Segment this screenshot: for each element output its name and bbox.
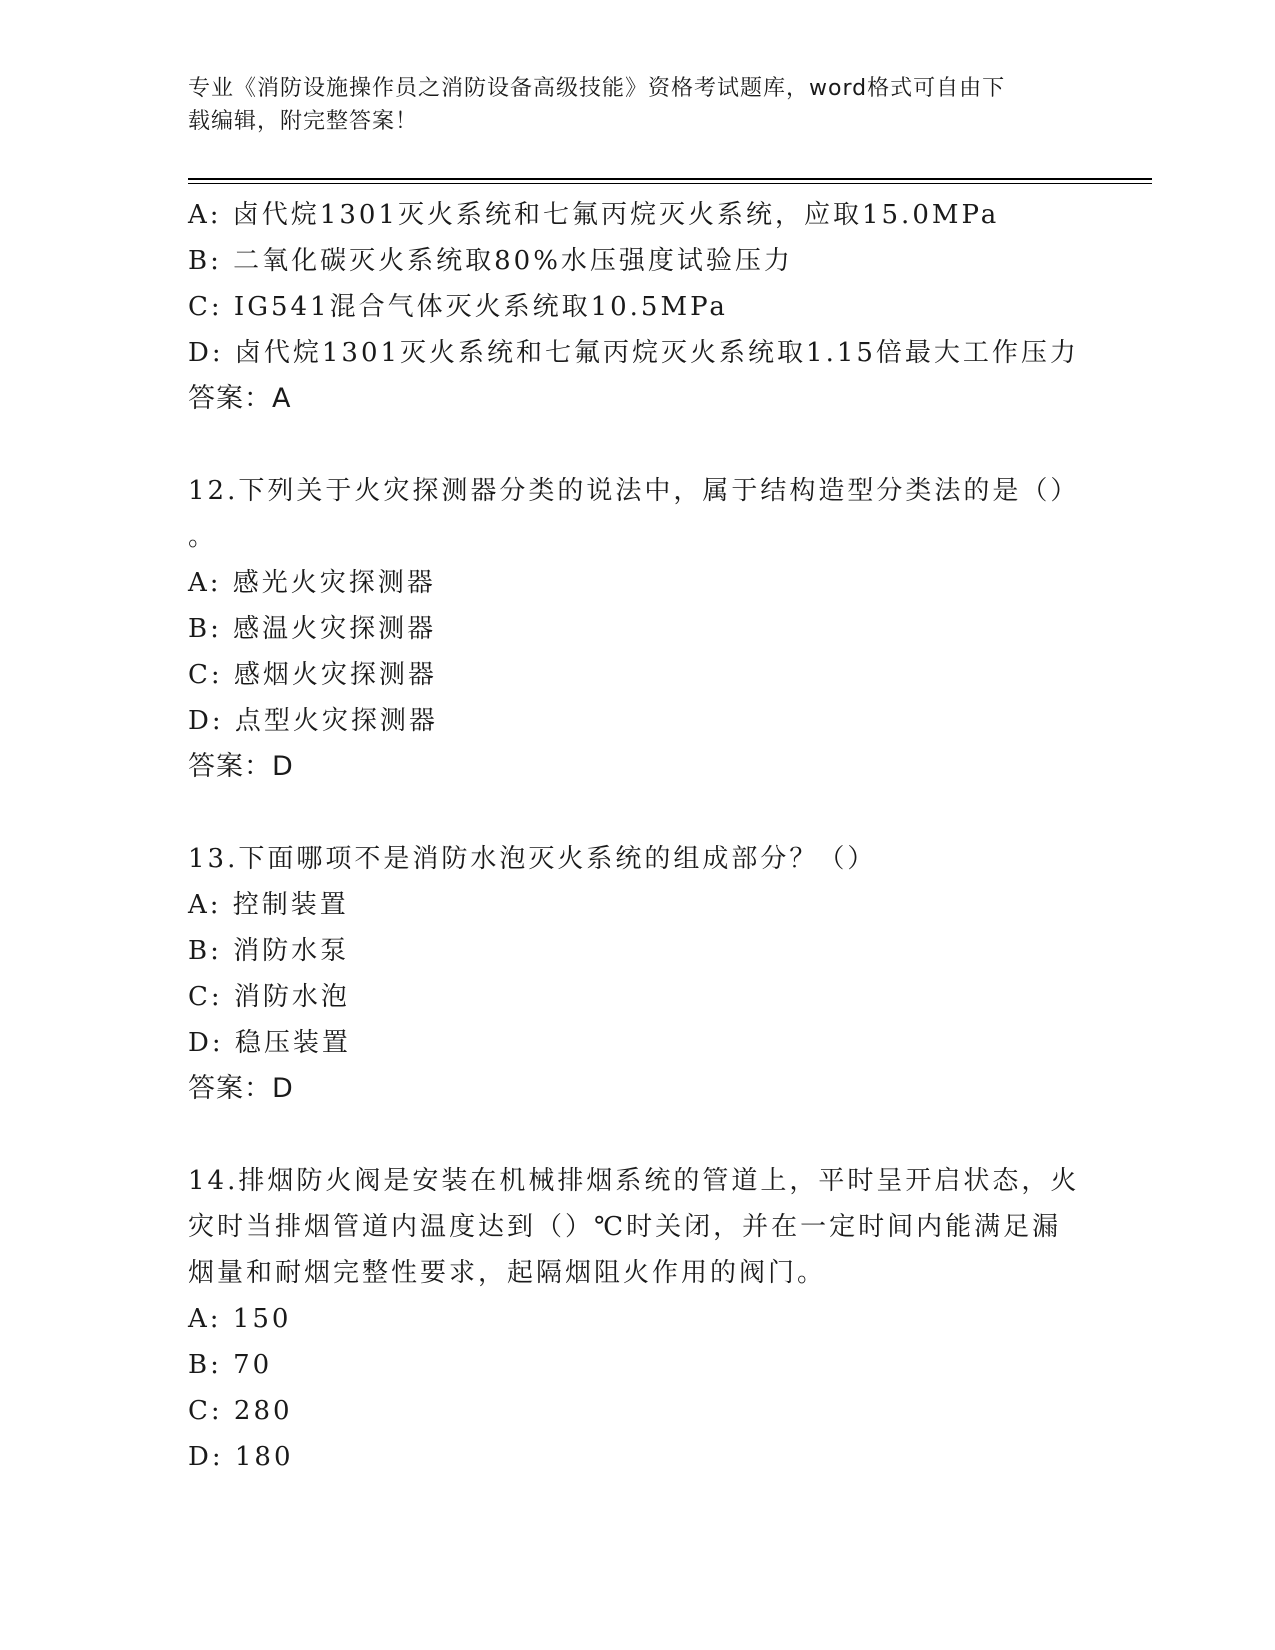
option-b: B: 70 — [188, 1350, 273, 1380]
option-d: D: 点型火灾探测器 — [188, 706, 438, 736]
option-a: A: 感光火灾探测器 — [188, 568, 436, 598]
question-text-line-2: 灾时当排烟管道内温度达到（）℃时关闭，并在一定时间内能满足漏 — [188, 1212, 1062, 1242]
question-text: 13.下面哪项不是消防水泡灭火系统的组成部分？（） — [188, 844, 877, 874]
spacer — [188, 790, 1088, 836]
question-text-line-2: 。 — [188, 522, 218, 552]
question-14 — [188, 1158, 1088, 1480]
option-d: D: 180 — [188, 1442, 294, 1472]
question-11 — [188, 192, 1088, 422]
option-c: C: 280 — [188, 1396, 293, 1426]
spacer — [188, 422, 1088, 468]
option-b: B: 二氧化碳灭火系统取80%水压强度试验压力 — [188, 246, 793, 276]
document-header — [188, 72, 1068, 138]
option-d: D: 稳压装置 — [188, 1028, 351, 1058]
answer-line: 答案：D — [188, 1073, 294, 1104]
question-12 — [188, 468, 1088, 790]
header-line-2: 载编辑，附完整答案！ — [188, 109, 419, 134]
header-divider-thick — [188, 178, 1152, 180]
option-a: A: 控制装置 — [188, 890, 349, 920]
question-13 — [188, 836, 1088, 1112]
answer-line: 答案：D — [188, 751, 294, 782]
option-a: A: 卤代烷1301灭火系统和七氟丙烷灭火系统，应取15.0MPa — [188, 200, 1000, 230]
answer-line: 答案：A — [188, 383, 292, 414]
option-b: B: 感温火灾探测器 — [188, 614, 437, 644]
question-body — [188, 192, 1088, 1480]
header-line-1: 专业《消防设施操作员之消防设备高级技能》资格考试题库，word格式可自由下 — [188, 76, 1006, 101]
option-c: C: 感烟火灾探测器 — [188, 660, 437, 690]
option-c: C: IG541混合气体灭火系统取10.5MPa — [188, 292, 728, 322]
spacer — [188, 1112, 1088, 1158]
option-a: A: 150 — [188, 1304, 292, 1334]
option-c: C: 消防水泡 — [188, 982, 350, 1012]
question-text-line-3: 烟量和耐烟完整性要求，起隔烟阻火作用的阀门。 — [188, 1258, 827, 1288]
question-text-line-1: 12.下列关于火灾探测器分类的说法中，属于结构造型分类法的是（） — [188, 476, 1080, 506]
option-b: B: 消防水泵 — [188, 936, 350, 966]
option-d: D: 卤代烷1301灭火系统和七氟丙烷灭火系统取1.15倍最大工作压力 — [188, 338, 1079, 368]
question-text-line-1: 14.排烟防火阀是安装在机械排烟系统的管道上，平时呈开启状态，火 — [188, 1166, 1080, 1196]
header-divider-thin — [188, 183, 1152, 184]
